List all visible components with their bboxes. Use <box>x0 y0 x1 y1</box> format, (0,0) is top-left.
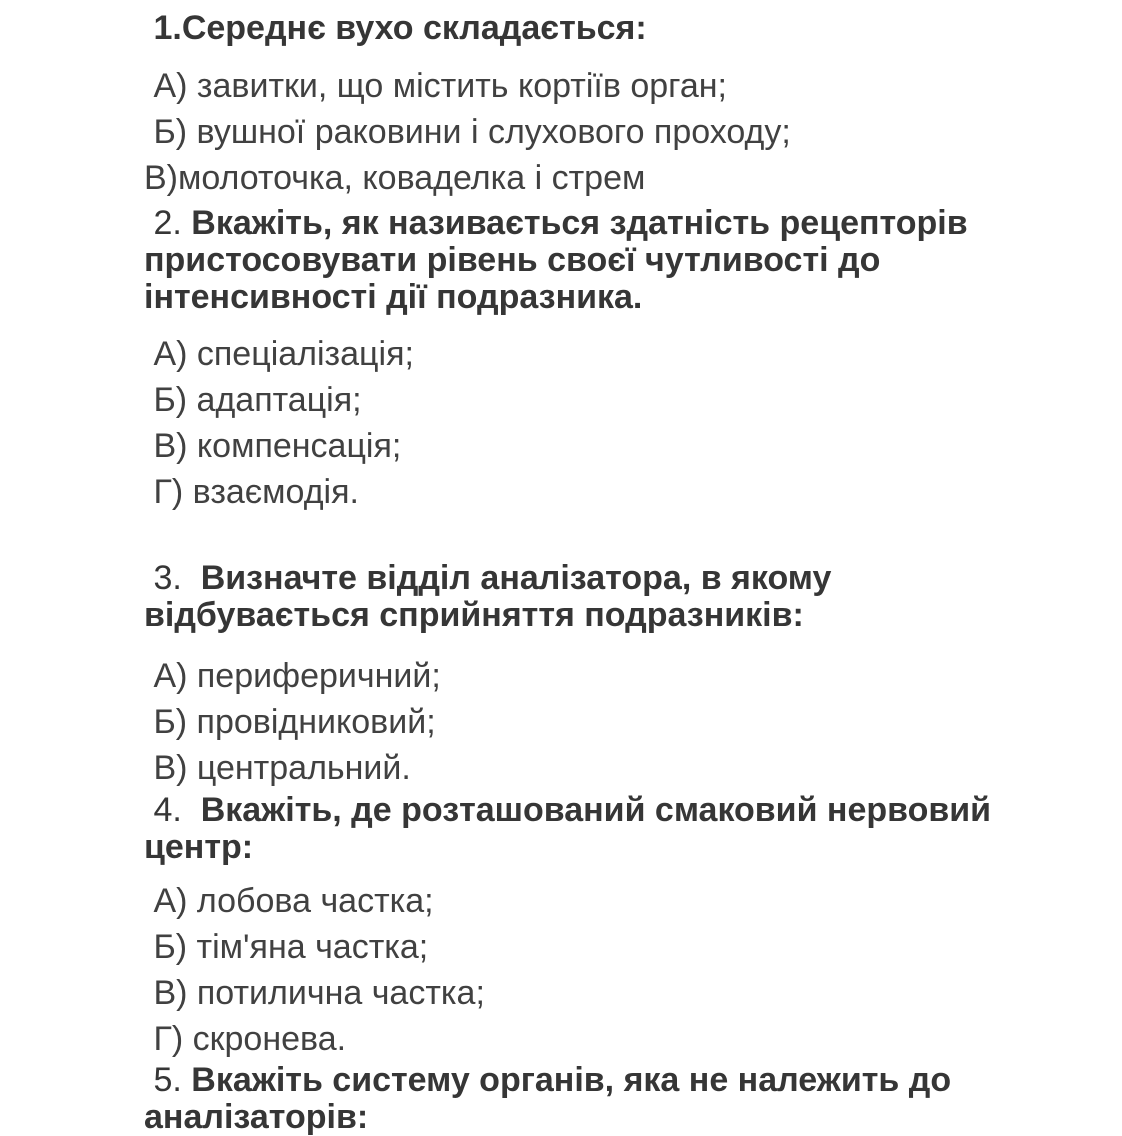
question-5-number: 5. <box>144 1061 192 1099</box>
answer-option-v: В) центральний. <box>144 749 411 787</box>
answer-option-b: Б) провідниковий; <box>144 703 436 741</box>
question-4-title <box>144 792 1044 866</box>
question-3-title <box>144 560 1044 634</box>
answer-option-b: Б) вушної раковини і слухового проходу; <box>144 113 791 151</box>
question-2-number: 2. <box>144 204 192 242</box>
question-1-title <box>144 10 1044 47</box>
question-4-text: Вкажіть, де розташований смаковий нервовий центр: <box>144 791 1001 866</box>
question-2 <box>144 205 1044 515</box>
question-1-text: Середнє вухо складається: <box>181 9 647 47</box>
question-4 <box>144 792 1044 1062</box>
answer-option-a: А) периферичний; <box>144 657 441 695</box>
answer-option-a: А) спеціалізація; <box>144 335 414 373</box>
question-5-title <box>144 1062 1044 1136</box>
answer-option-a: А) лобова частка; <box>144 882 434 920</box>
question-2-options <box>144 331 1044 515</box>
answer-option-v: В) компенсація; <box>144 427 402 465</box>
question-1-number: 1. <box>144 9 182 47</box>
question-4-options <box>144 878 1044 1062</box>
answer-option-v: В)молоточка, коваделка і стрем <box>144 159 646 197</box>
answer-option-g: Г) скронева. <box>144 1020 347 1058</box>
question-1 <box>144 10 1044 201</box>
question-3-number: 3. <box>144 559 201 597</box>
question-5 <box>144 1062 1044 1136</box>
answer-option-g: Г) взаємодія. <box>144 473 359 511</box>
question-4-number: 4. <box>144 791 201 829</box>
question-3 <box>144 560 1044 791</box>
question-3-text: Визначте відділ аналізатора, в якому відбувається сприйняття подразників: <box>144 559 841 634</box>
answer-option-a: А) завитки, що містить кортіїв орган; <box>144 67 727 105</box>
question-1-options <box>144 63 1044 201</box>
answer-option-b: Б) адаптація; <box>144 381 362 419</box>
question-5-text: Вкажіть систему органів, яка не належить до аналізаторів: <box>144 1061 961 1136</box>
question-2-text: Вкажіть, як називається здатність рецепторів пристосовувати рівень своєї чутливості до інтенсивності дії подразника. <box>144 204 978 316</box>
answer-option-b: Б) тім'яна частка; <box>144 928 429 966</box>
answer-option-v: В) потилична частка; <box>144 974 485 1012</box>
question-2-title <box>144 205 1044 316</box>
question-3-options <box>144 653 1044 791</box>
